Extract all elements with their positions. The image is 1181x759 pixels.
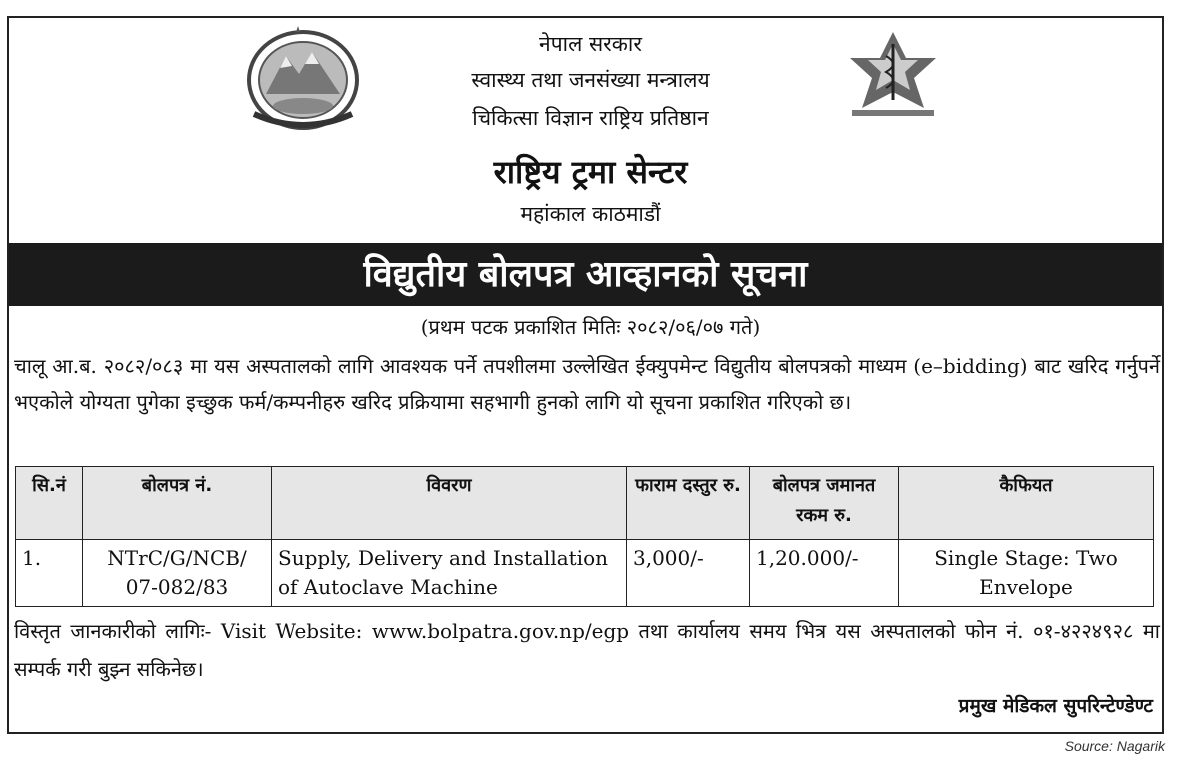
ministry-line: स्वास्थ्य तथा जनसंख्या मन्त्रालय [471, 68, 710, 92]
location-line: महांकाल काठमाडौं [520, 202, 661, 226]
intro-paragraph: चालू आ.ब. २०८२/०८३ मा यस अस्पतालको लागि आवश्यक पर्ने तपशीलमा उल्लेखित ईक्युपमेन्ट विद्युतीय बोलपत्रको माध्यम (e–bidding) बाट खरिद गर्नुपर्ने भएकोले योग्यता पुगेका इच्छुक फर्म/कम्पनीहरु खरिद प्रक्रियामा सहभागी हुनको लागि यो सूचना प्रकाशित गरिएको छ। [14, 354, 1160, 414]
col-header-sn: सि.नं [16, 467, 83, 540]
cell-bid-no: NTrC/G/NCB/ 07-082/83 [83, 540, 272, 607]
col-header-bid-security: बोलपत्र जमानत रकम रु. [750, 467, 899, 540]
contact-paragraph: विस्तृत जानकारीको लागिः- Visit Website: www.bolpatra.gov.np/egp तथा कार्यालय समय भित्र यस अस्पतालको फोन नं. ०१-४२२४९२८ मा सम्पर्क गरी बुझ्न सकिनेछ। [14, 619, 1160, 681]
cell-bid-security: 1,20.000/- [750, 540, 899, 607]
government-line: नेपाल सरकार [539, 32, 642, 56]
cell-remarks: Single Stage: Two Envelope [899, 540, 1154, 607]
publish-date-line: (प्रथम पटक प्रकाशित मितिः २०८२/०६/०७ गते) [420, 315, 761, 339]
academy-line: चिकित्सा विज्ञान राष्ट्रिय प्रतिष्ठान [472, 106, 709, 130]
table-header-row [16, 467, 1154, 540]
signature: प्रमुख मेडिकल सुपरिन्टेण्डेण्ट [958, 695, 1153, 717]
col-header-description: विवरण [272, 467, 627, 540]
cell-description: Supply, Delivery and Installation of Autoclave Machine [272, 540, 627, 607]
source-credit: Source: Nagarik [1064, 738, 1165, 754]
organization-title: राष्ट्रिय ट्रमा सेन्टर [493, 153, 688, 191]
bid-table [15, 466, 1154, 607]
col-header-remarks: कैफियत [899, 467, 1154, 540]
table-row [16, 540, 1154, 607]
col-header-form-fee: फाराम दस्तुर रु. [627, 467, 750, 540]
notice-banner: विद्युतीय बोलपत्र आव्हानको सूचना [9, 243, 1162, 306]
cell-form-fee: 3,000/- [627, 540, 750, 607]
col-header-bid-no: बोलपत्र नं. [83, 467, 272, 540]
cell-sn: 1. [16, 540, 83, 607]
